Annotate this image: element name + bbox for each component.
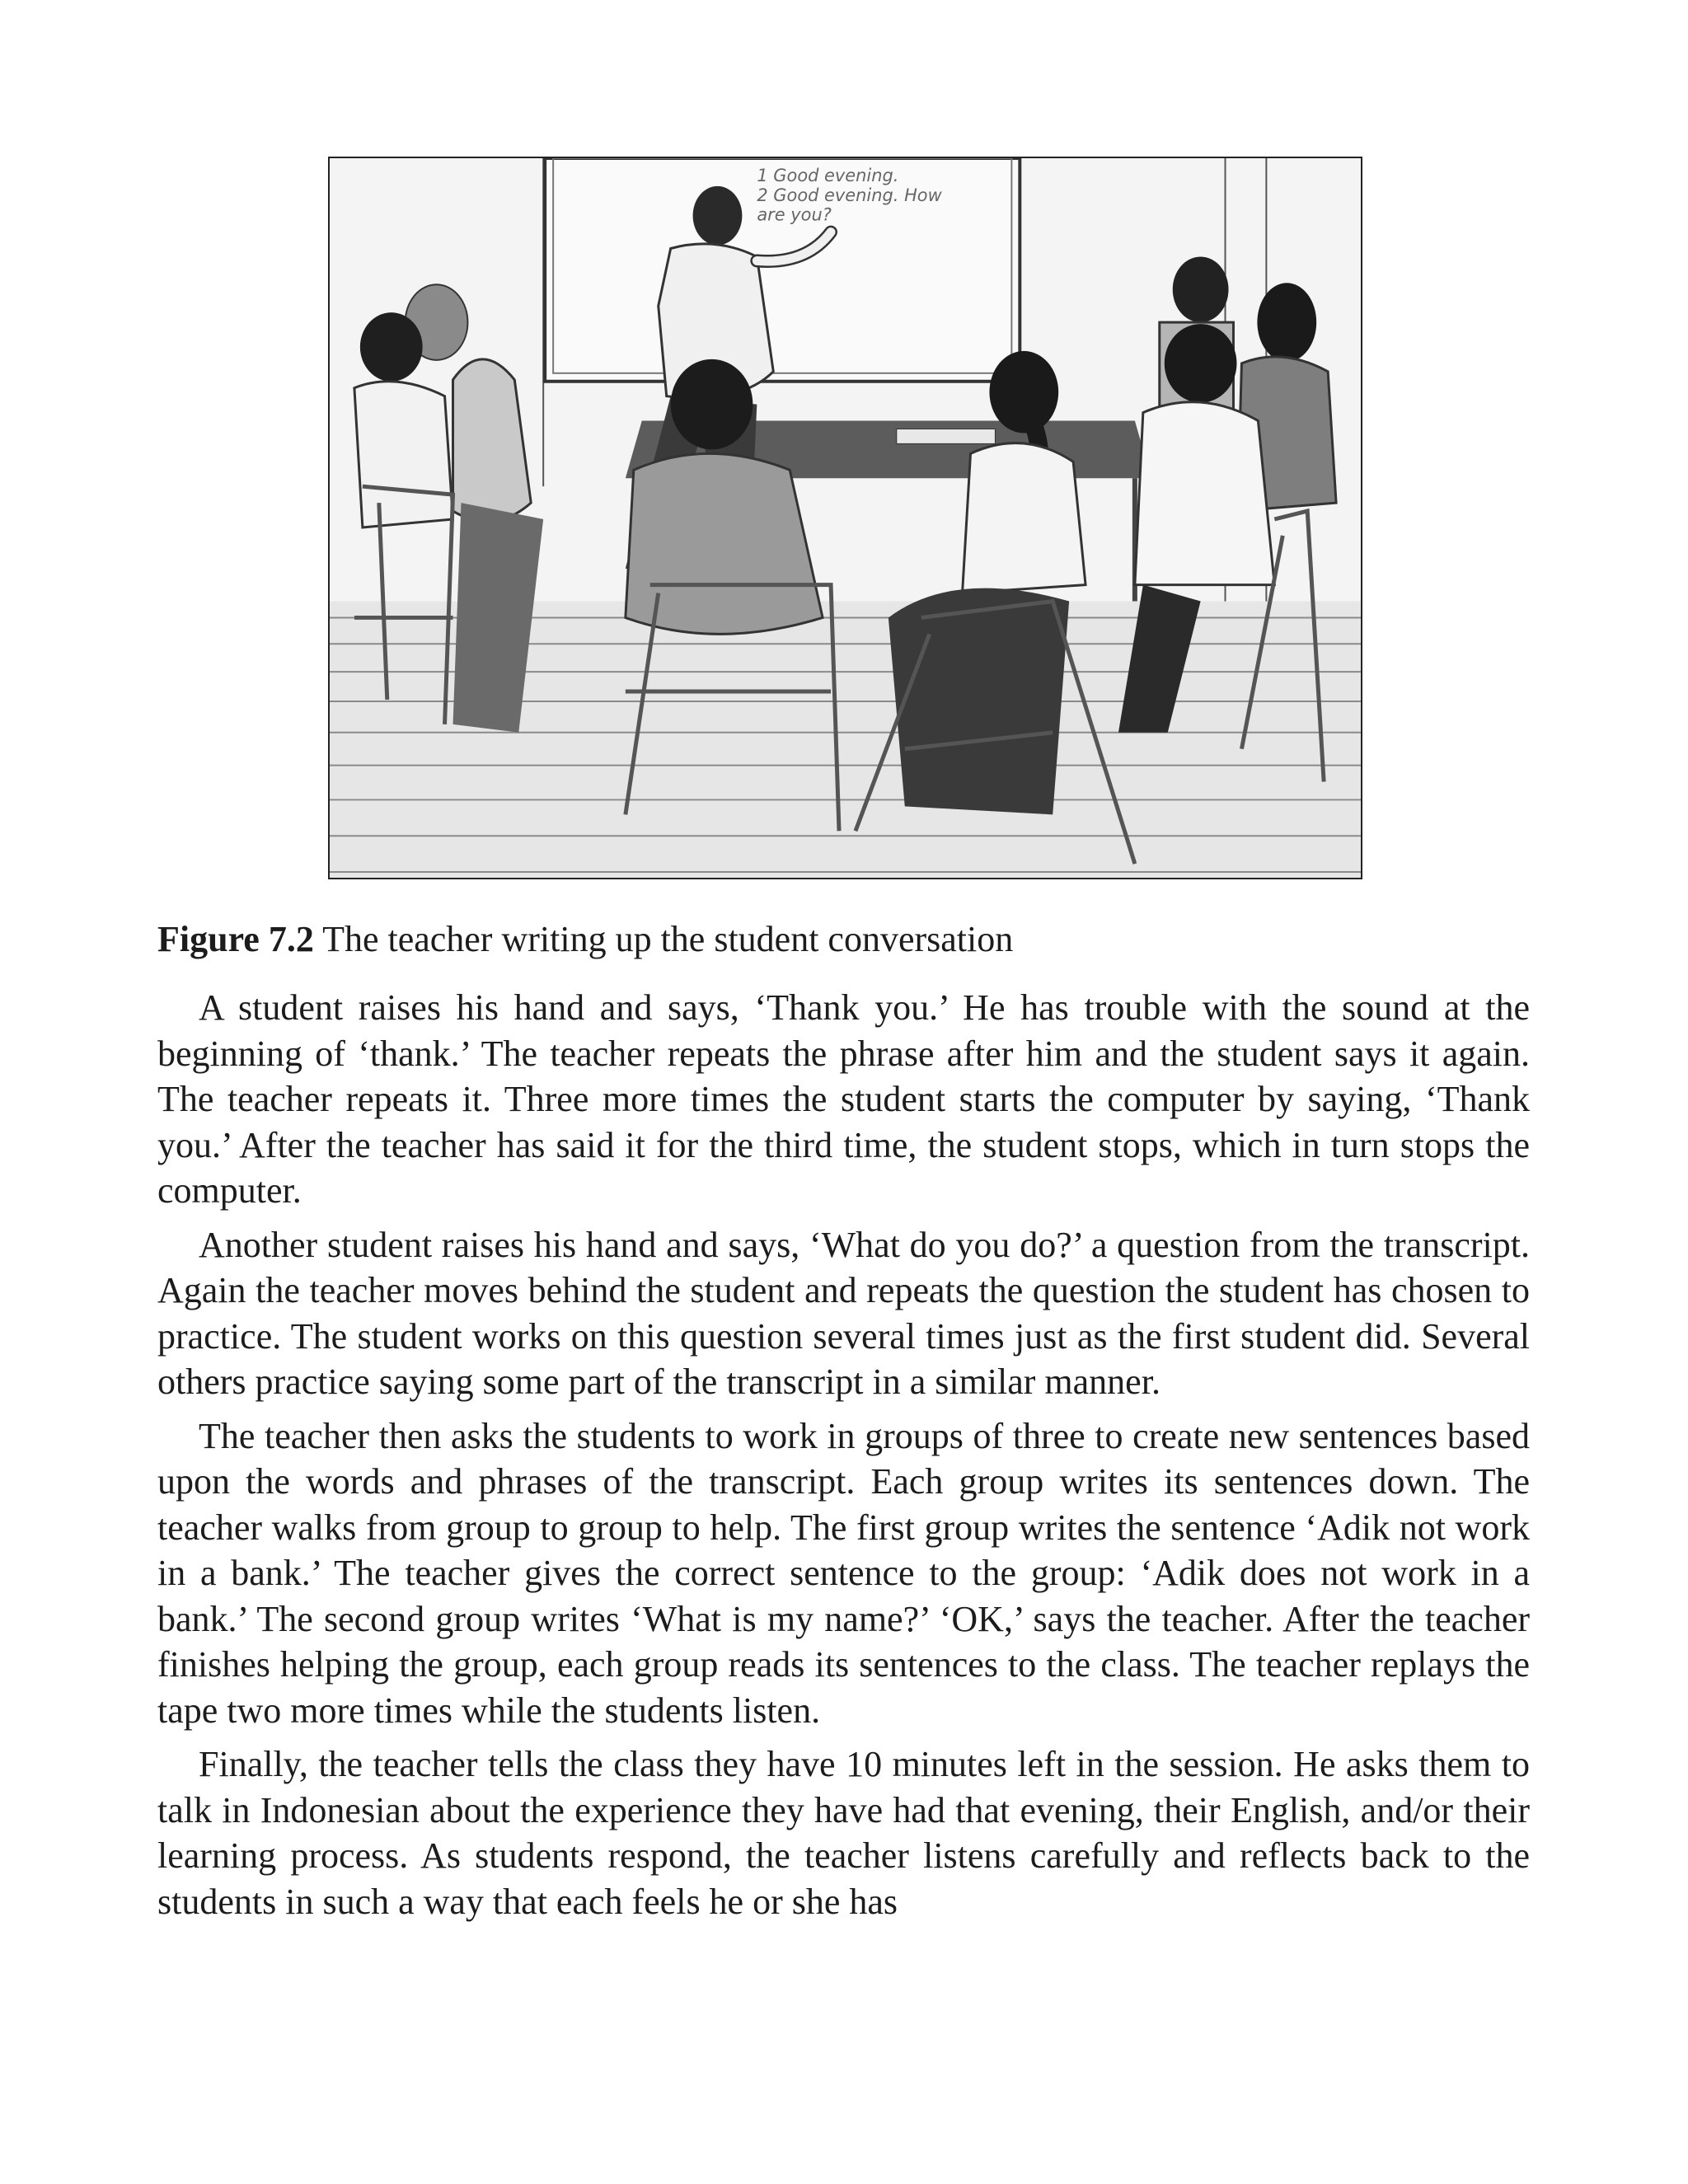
figure-caption	[157, 916, 1530, 963]
paragraph-3: The teacher then asks the students to work in groups of three to create new sentences based upon the words and phrases of the transcript. Each group writes its sentences down. The teacher walks from group to group to help. The first group writes the sentence ‘Adik not work in a bank.’ The teacher gives the correct sentence to the group: ‘Adik does not work in a bank.’ The second group writes ‘What is my name?’ ‘OK,’ says the teacher. After the teacher finishes helping the group, each group reads its sentences to the class. The teacher replays the tape two more times while the students listen.	[157, 1415, 1530, 1731]
body-text	[157, 985, 1530, 1933]
paragraph-4: Finally, the teacher tells the class they have 10 minutes left in the session. He asks them to talk in Indonesian about the experience they have had that evening, their English, and/or their learning process. As students respond, the teacher listens carefully and reflects back to the students in such a way that each feels he or she has	[157, 1744, 1530, 1922]
caption-label: Figure 7.2	[157, 919, 314, 959]
board-line-1: 1 Good evening.	[757, 165, 899, 185]
board-line-3: are you?	[757, 204, 832, 225]
caption-text: The teacher writing up the student conversation	[322, 919, 1014, 959]
paragraph-1: A student raises his hand and says, ‘Thank you.’ He has trouble with the sound at the beginning of ‘thank.’ The teacher repeats the phrase after him and the student says it again. The teacher repeats it. Three more times the student starts the computer by saying, ‘Thank you.’ After the teacher has said it for the third time, the student stops, which in turn stops the computer.	[157, 987, 1530, 1211]
whiteboard	[545, 158, 1020, 382]
paragraph-2: Another student raises his hand and says, ‘What do you do?’ a question from the transcript. Again the teacher moves behind the student and repeats the question the student has chosen to practice. The student works on this question several times just as the first student did. Several others practice saying some part of the transcript in a similar manner.	[157, 1224, 1530, 1402]
board-line-2: 2 Good evening. How	[757, 185, 942, 205]
classroom-illustration	[328, 157, 1362, 879]
